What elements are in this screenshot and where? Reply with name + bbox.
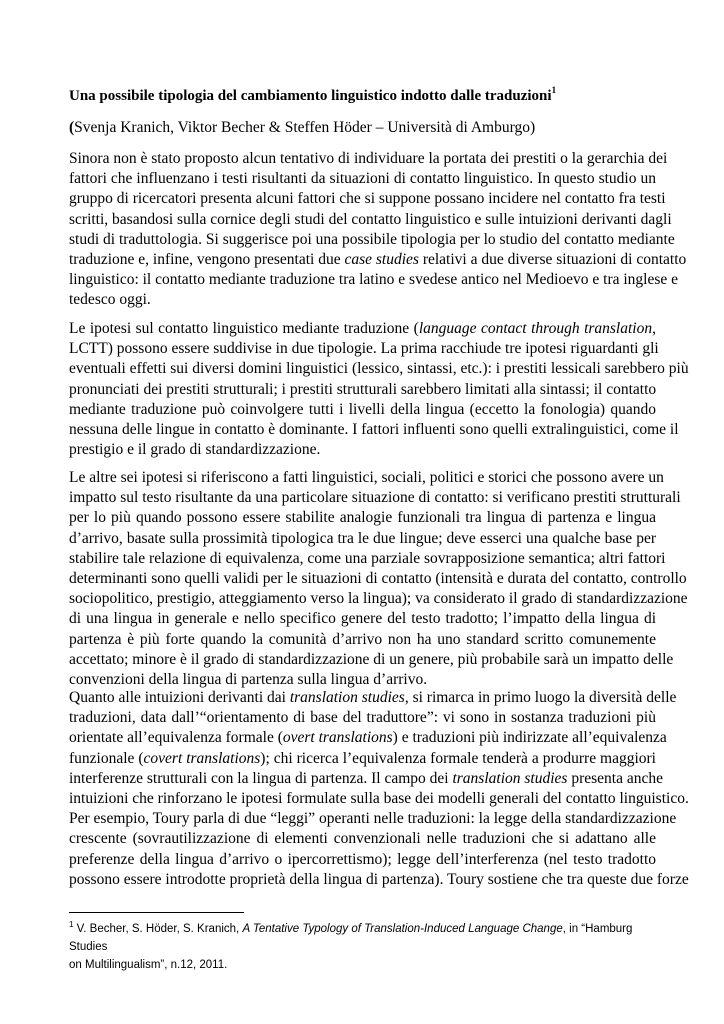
text-line: possono essere introdotte proprietà della lingua di partenza). Toury sostiene che tra queste due forze: [69, 870, 689, 888]
text-line: eventuali effetti sui diversi domini linguistici (lessico, sintassi, etc.): i prestiti lessicali sarebbero più: [69, 360, 689, 378]
text-run: traduzione e, infine, vengono presentati due: [69, 251, 345, 269]
text-run: relativi a due diverse situazioni di contatto: [418, 251, 687, 269]
text-line: stabilire tale relazione di equivalenza, come una parziale sovrapposizione semantica; altri fattori: [69, 549, 666, 567]
text-line: d’arrivo, basate sulla prossimità tipologica tra le due lingue; deve esserci una qualche base per: [69, 529, 656, 547]
footnote-text: on Multilingualism”, n.12, 2011.: [69, 959, 228, 971]
footnote-separator: [69, 912, 244, 913]
footnote-text: , in “Hamburg Studies: [69, 923, 633, 953]
text-run: Le ipotesi sul contatto linguistico mediante traduzione (: [69, 320, 419, 337]
author-names: Svenja Kranich, Viktor Becher & Steffen Höder – Università di Amburgo): [74, 119, 536, 136]
text-line: sociopolitico, prestigio, atteggiamento verso la lingua); va considerato il grado di standardizzazione: [69, 590, 688, 608]
italic-term: language contact through translation: [418, 320, 653, 337]
text-line: traduzioni, data dall’“orientamento di base del traduttore”: vi sono in sostanza traduzioni più: [69, 709, 656, 727]
text-line: [69, 250, 687, 270]
text-line: linguistico: il contatto mediante traduzione tra latino e svedese antico nel Medioevo e tra inglese e: [69, 271, 679, 289]
text-line: [69, 769, 663, 789]
document-title: [69, 86, 659, 106]
text-run: funzionale (: [69, 749, 144, 767]
text-line: Sinora non è stato proposto alcun tentativo di individuare la portata dei prestiti o la gerarchia dei: [69, 150, 668, 167]
text-line: [69, 728, 667, 748]
text-line: tedesco oggi.: [69, 291, 151, 309]
text-line: [69, 749, 656, 769]
footnote-reference[interactable]: 1: [551, 85, 557, 95]
text-line: LCTT) possono essere suddivise in due tipologie. La prima racchiude tre ipotesi riguardanti gli: [69, 340, 659, 358]
italic-term: translation studies: [289, 689, 405, 706]
text-line: crescente (sovrautilizzazione di elementi convenzionali nelle traduzioni che si adattano alle: [69, 830, 656, 848]
paragraph-4: [69, 688, 689, 890]
text-line: mediante traduzione può coinvolgere tutti i livelli della lingua (eccetto la fonologia) quando: [69, 400, 656, 418]
footnote-text: V. Becher, S. Höder, S. Kranich,: [73, 923, 243, 935]
text-line: studi di traduttologia. Si suggerisce poi una possibile tipologia per lo studio del contatto mediante: [69, 230, 675, 248]
text-line: Per esempio, Toury parla di due “leggi” operanti nelle traduzioni: la legge della standardizzazione: [69, 810, 677, 828]
text-run: ,: [652, 320, 656, 337]
text-line: partenza è più forte quando la comunità d’arrivo non ha uno standard scritto comunemente: [69, 630, 656, 648]
author-line: [69, 118, 659, 138]
italic-term: overt translations: [282, 729, 393, 747]
text-line: di una lingua in generale e nello specifico genere del testo tradotto; l’impatto della lingua di: [69, 610, 656, 628]
text-run: presenta anche: [567, 769, 663, 787]
title-text: Una possibile tipologia del cambiamento linguistico indotto dalle traduzioni: [69, 88, 552, 104]
text-run: , si rimarca in primo luogo la diversità delle: [404, 689, 677, 706]
text-run: Quanto alle intuizioni derivanti dai: [69, 689, 290, 706]
footnote-cited-title: A Tentative Typology of Translation-Induced Language Change: [242, 923, 563, 935]
text-line: impatto sul testo risultante da una particolare situazione di contatto: si verificano prestiti strutturali: [69, 489, 681, 507]
text-line: preferenze della lingua d’arrivo o ipercorrettismo); legge dell’interferenza (nel testo tradotto: [69, 850, 656, 868]
italic-term: covert translations: [143, 749, 261, 767]
text-line: per lo più quando possono essere stabilite analogie funzionali tra lingua di partenza e lingua: [69, 509, 656, 527]
text-run: orientate all’equivalenza formale (: [69, 729, 283, 747]
footnote-mark: 1: [69, 920, 74, 929]
text-line: intuizioni che rinforzano le ipotesi formulate sulla base dei modelli generali del contatto linguistico.: [69, 790, 689, 808]
text-run: interferenze strutturali con la lingua di partenza. Il campo dei: [69, 769, 453, 787]
italic-term: translation studies: [452, 769, 568, 787]
text-line: prestigio e il grado di standardizzazione.: [69, 441, 321, 459]
italic-term: case studies: [344, 251, 419, 269]
text-run: ); chi ricerca l’equivalenza formale tenderà a produrre maggiori: [260, 749, 656, 767]
text-line: Le altre sei ipotesi si riferiscono a fatti linguistici, sociali, politici e storici che possono avere un: [69, 469, 664, 486]
text-line: fattori che influenzano i testi risultanti da situazioni di contatto linguistico. In questo studio un: [69, 170, 656, 188]
footnote: [69, 920, 659, 974]
text-run: ) e traduzioni più indirizzate all’equivalenza: [392, 729, 667, 747]
paragraph-3: [69, 468, 688, 690]
text-line: gruppo di ricercatori presenta alcuni fattori che si suppone possano incidere nel contatto fra testi: [69, 190, 666, 208]
text-line: [69, 688, 677, 708]
text-line: [69, 319, 656, 339]
text-line: accettato; minore è il grado di standardizzazione di un genere, più probabile sarà un impatto delle: [69, 650, 674, 668]
text-line: pronunciati dei prestiti strutturali; i prestiti strutturali sarebbero limitati alla sintassi; il contatto: [69, 380, 657, 398]
text-line: convenzioni della lingua di partenza sulla lingua d’arrivo.: [69, 671, 428, 689]
text-line: scritti, basandosi sulla cornice degli studi del contatto linguistico e sulle intuizioni derivanti dagli: [69, 210, 672, 228]
paragraph-2: [69, 319, 689, 460]
paragraph-1: [69, 149, 687, 311]
text-line: nessuna delle lingue in contatto è dominante. I fattori influenti sono quelli extralinguistici, come il: [69, 421, 679, 439]
author-open-paren: (: [69, 119, 75, 136]
text-line: determinanti sono quelli validi per le situazioni di contatto (intensità e durata del contatto, controllo: [69, 570, 687, 588]
